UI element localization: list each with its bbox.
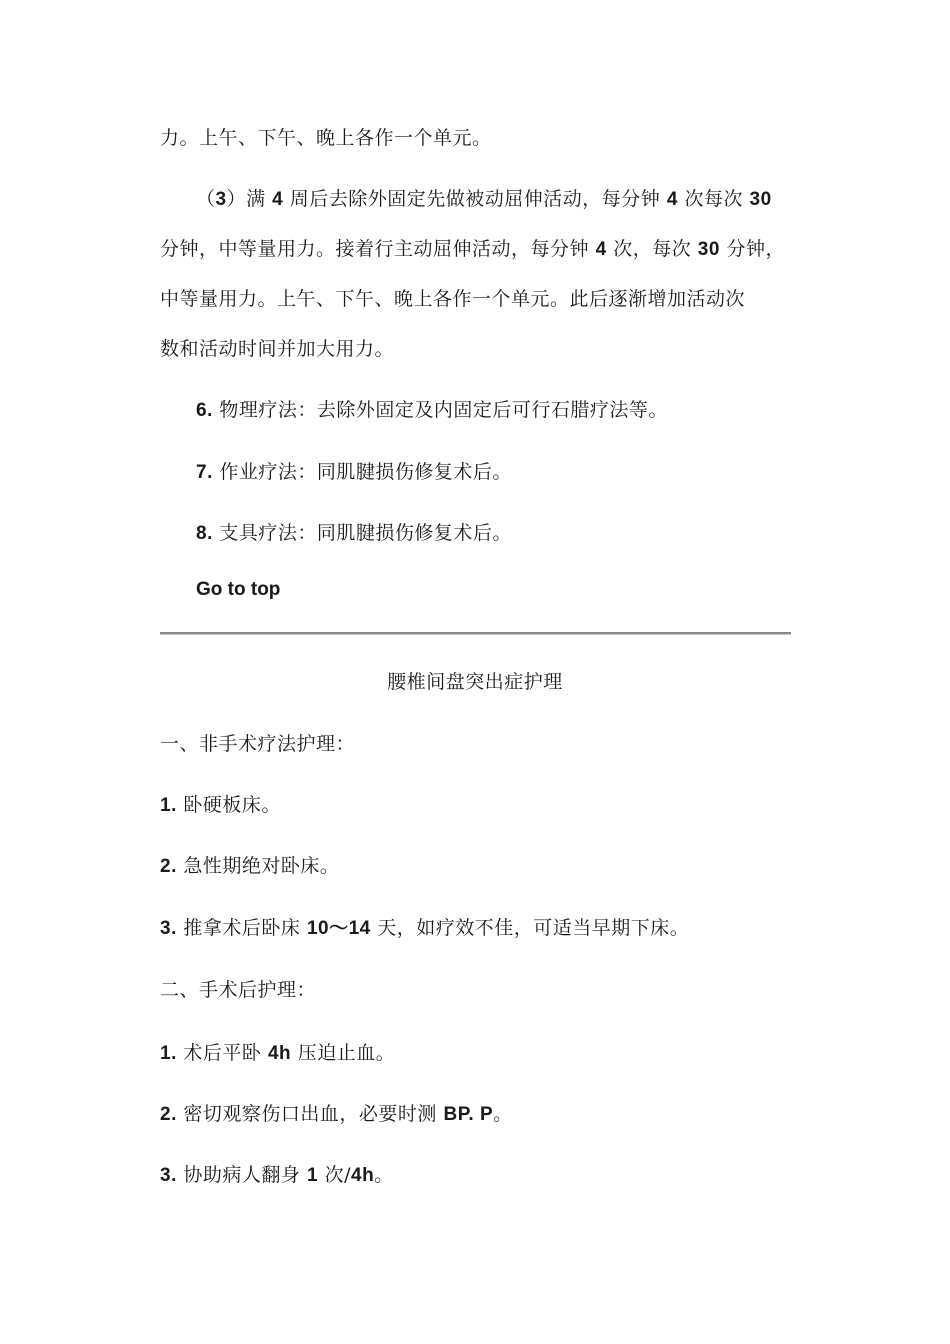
- list-item: [160, 1162, 394, 1189]
- item-text: 急性期绝对卧床。: [183, 855, 340, 877]
- list-item: [196, 459, 512, 486]
- item-3-line-2: [160, 236, 785, 263]
- list-item: [160, 1040, 395, 1067]
- item-number: 3.: [160, 918, 177, 939]
- paragraph-continuation: [160, 125, 492, 151]
- item-3-count-2: 4: [595, 239, 607, 260]
- item-3-line-1: [196, 186, 772, 213]
- continuation-text: 力。上午、下午、晚上各作一个单元。: [160, 127, 492, 149]
- item-3-count-1: 4: [666, 189, 678, 210]
- item-number: 6.: [196, 400, 213, 421]
- item-3-minutes-2: 30: [697, 239, 720, 260]
- subsection-heading-1: [160, 731, 355, 757]
- item-3-open-paren: （: [196, 188, 216, 210]
- section-title: [0, 669, 950, 695]
- go-to-top-link[interactable]: Go to top: [196, 579, 281, 600]
- section-divider: [160, 632, 791, 635]
- item-day-range: 10～14: [306, 918, 371, 939]
- subsection-heading-2: [160, 977, 316, 1003]
- subsection-heading-text: 二、手术后护理：: [160, 979, 317, 1001]
- list-item: [160, 853, 339, 880]
- item-text: 支具疗法：同肌腱损伤修复术后。: [219, 522, 512, 544]
- item-3-line-4: [160, 336, 394, 362]
- item-3-text-3: 分钟，中等量用力。接着行主动屈伸活动，每分钟: [160, 238, 590, 260]
- list-item: [160, 792, 281, 819]
- item-3-text-7: 数和活动时间并加大用力。: [160, 338, 395, 360]
- item-3-weeks: 4: [272, 189, 284, 210]
- item-3-text-6: 中等量用力。上午、下午、晚上各作一个单元。此后逐渐增加活动次: [160, 288, 746, 310]
- item-text: 推拿术后卧床: [183, 917, 301, 939]
- item-3-minutes-1: 30: [749, 189, 772, 210]
- item-text: 作业疗法：同肌腱损伤修复术后。: [219, 461, 512, 483]
- subsection-heading-text: 一、非手术疗法护理：: [160, 733, 356, 755]
- list-item: [196, 520, 512, 547]
- item-value: 1: [306, 1165, 319, 1186]
- item-3-text-1: 周后去除外固定先做被动屈伸活动，每分钟: [289, 188, 661, 210]
- item-3-line-3: [160, 286, 745, 312]
- item-number: 2.: [160, 1104, 177, 1125]
- item-text-end: 压迫止血。: [297, 1042, 396, 1064]
- item-3-text-4: 次，每次: [613, 238, 692, 260]
- item-3-close-paren: ）满: [226, 188, 266, 210]
- item-number: 7.: [196, 462, 213, 483]
- item-text: 协助病人翻身: [183, 1164, 301, 1186]
- item-text: 密切观察伤口出血，必要时测: [183, 1103, 437, 1125]
- item-number: 3.: [160, 1165, 177, 1186]
- item-text-mid: 次/: [324, 1164, 351, 1186]
- section-title-text: 腰椎间盘突出症护理: [387, 671, 563, 693]
- item-3-text-5: 分钟，: [726, 238, 785, 260]
- list-item: [160, 1101, 513, 1128]
- item-text: 物理疗法：去除外固定及内固定后可行石腊疗法等。: [219, 399, 668, 421]
- item-text-end: 。: [493, 1103, 513, 1125]
- list-item: [160, 915, 689, 942]
- item-3-text-2: 次每次: [684, 188, 743, 210]
- item-number: 1.: [160, 1043, 177, 1064]
- item-text: 卧硬板床。: [183, 794, 281, 816]
- item-value: BP. P: [443, 1104, 494, 1125]
- item-value: 4h: [267, 1043, 292, 1064]
- item-text-end: 。: [374, 1164, 394, 1186]
- item-number: 2.: [160, 856, 177, 877]
- item-number: 8.: [196, 523, 213, 544]
- list-item: [196, 397, 668, 424]
- item-text-end: 天，如疗效不佳，可适当早期下床。: [377, 917, 690, 939]
- item-text: 术后平卧: [183, 1042, 262, 1064]
- item-number: 1.: [160, 795, 177, 816]
- item-3-number: 3: [215, 189, 227, 210]
- item-value-2: 4h: [351, 1165, 375, 1186]
